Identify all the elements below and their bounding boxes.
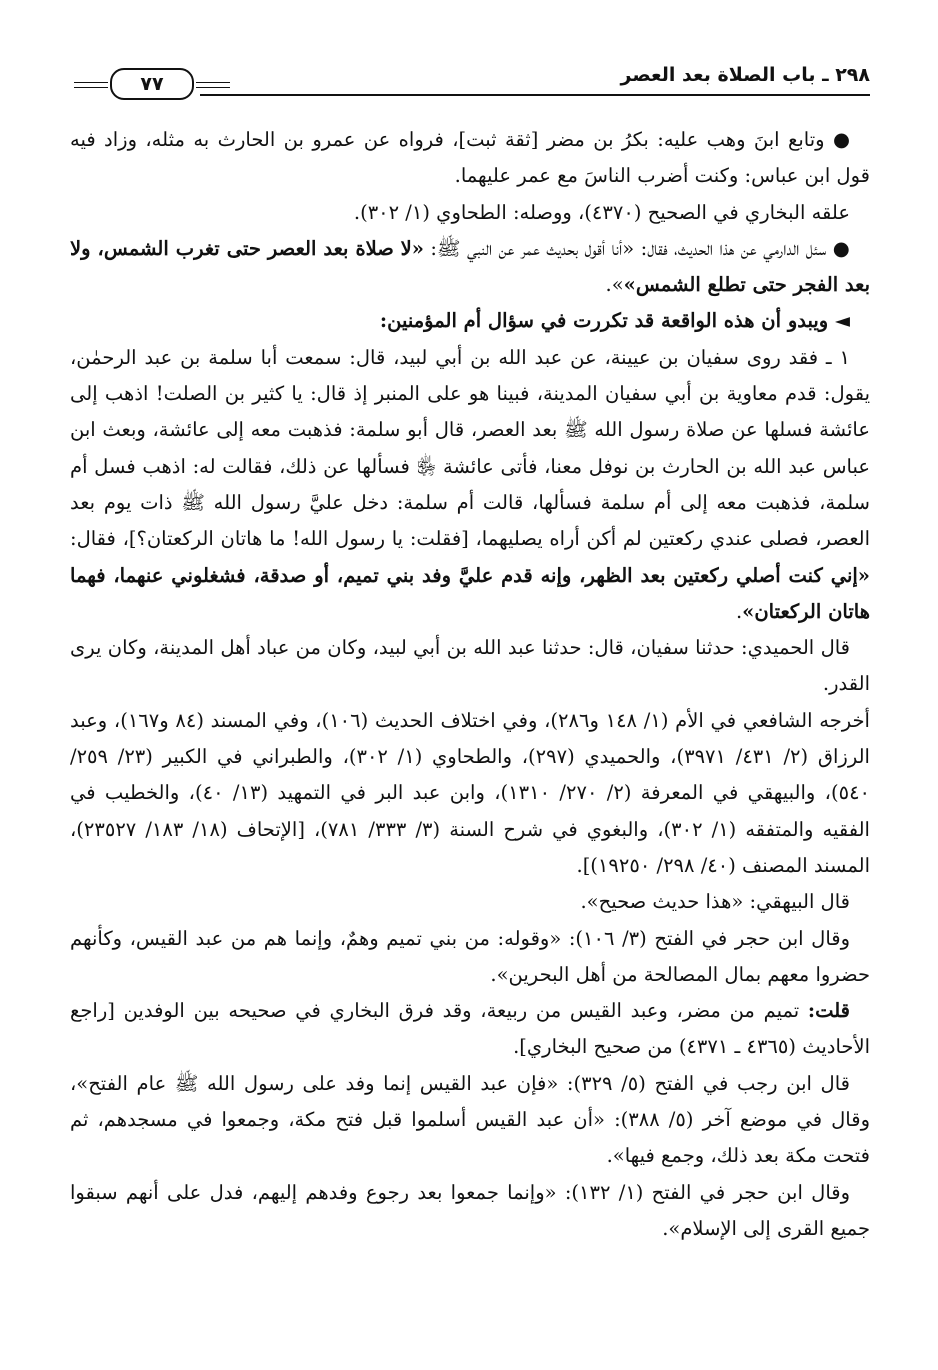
paragraph bbox=[70, 1066, 870, 1175]
text: ١ ـ فقد روى سفيان بن عيينة، عن عبد الله بن أبي لبيد، قال: سمعت أبا سلمة بن عبد الرحمٰن، يقول: قدم معاوية بن أبي سفيان المدينة، فبينا هو على المنبر إذ قال: يا كثير بن الصلت! اذهب إلى عائشة فسلها عن صلاة رسول الله ﷺ بعد العصر، قال أبو سلمة: فذهبت معه إلى عائشة، وبعث ابن عباس عبد الله بن الحارث بن نوفل معنا، فأتى عائشة ﵂ فسألها عن ذلك، فقالت له: اذهب فسل أم سلمة، فذهبت معه إلى أم سلمة فسألها، قالت أم سلمة: دخل عليَّ رسول الله ﷺ ذات يوم بعد العصر، فصلى عندي ركعتين لم أكن أراه يصليهما، [فقلت: يا رسول الله! ما هاتان الركعتان؟]، فقال: bbox=[70, 345, 870, 551]
text: قال الحميدي: حدثنا سفيان، قال: حدثنا عبد الله بن أبي لبيد، وكان من عباد أهل المدينة، وكان يرى القدر. bbox=[70, 636, 870, 696]
paragraph bbox=[70, 884, 870, 920]
paragraph bbox=[70, 122, 870, 195]
text: ». bbox=[605, 273, 624, 297]
text: قال البيهقي: «هذا حديث صحيح». bbox=[580, 890, 850, 914]
paragraph bbox=[70, 1175, 870, 1248]
hadith-number-badge: ٧٧ bbox=[110, 68, 194, 100]
text: وقال ابن حجر في الفتح (٣/ ١٠٦): «وقوله: من بني تميم وهمٌ، وإنما هم من عبد القيس، وكأنهم حضروا معهم بمال المصالحة من أهل البحرين». bbox=[70, 926, 870, 986]
paragraph bbox=[70, 993, 870, 1066]
text: . bbox=[735, 599, 743, 623]
paragraph bbox=[70, 231, 870, 304]
bold-text: «إني كنت أصلي ركعتين بعد الظهر، وإنه قدم عليَّ وفد بني تميم، أو صدقة، فشغلوني عنهما، فهما هاتان الركعتان» bbox=[70, 563, 870, 623]
text: وقال ابن حجر في الفتح (١/ ١٣٢): «وإنما جمعوا بعد رجوع وفدهم إليهم، فدل على أنهم سبقوا جميع القرى إلى الإسلام». bbox=[70, 1180, 870, 1240]
bold-text: «لا صلاة بعد العصر حتى تغرب الشمس، ولا بعد الفجر حتى تطلع الشمس» bbox=[70, 236, 870, 297]
bold-text: قلت: bbox=[807, 999, 850, 1023]
text: قال ابن رجب في الفتح (٥/ ٣٢٩): «فإن عبد القيس إنما وفد على رسول الله ﷺ عام الفتح»، وقال في موضع آخر (٥/ ٣٨٨): «أن عبد القيس أسلموا قبل فتح مكة، وجمعوا في مسجدهم، ثم فتحت مكة بعد ذلك، وجمع فيها». bbox=[70, 1071, 870, 1168]
text: علقه البخاري في الصحيح (٤٣٧٠)، ووصله: الطحاوي (١/ ٣٠٢). bbox=[353, 200, 850, 224]
page-header bbox=[70, 62, 870, 102]
paragraph bbox=[70, 921, 870, 994]
paragraph bbox=[70, 703, 870, 884]
paragraph bbox=[70, 340, 870, 630]
paragraph bbox=[70, 195, 870, 231]
bold-text: ◄ ويبدو أن هذه الواقعة قد تكررت في سؤال أم المؤمنين: bbox=[379, 309, 850, 333]
paragraph bbox=[70, 630, 870, 703]
text: أخرجه الشافعي في الأم (١/ ١٤٨ و٢٨٦)، وفي اختلاف الحديث (١٠٦)، وفي المسند (٨٤ و١٦٧)، وعبد الرزاق (٢/ ٤٣١/ ٣٩٧١)، والحميدي (٢٩٧)، والطحاوي (١/ ٣٠٢)، والطبراني في الكبير (٢٣/ ٢٥٩/ ٥٤٠)، والبيهقي في المعرفة (٢/ ٢٧٠/ ١٣١٠)، وابن عبد البر في التمهيد (١٣/ ٤٠)، والخطيب في الفقيه والمتفقه (١/ ٣٠٢)، والبغوي في شرح السنة (٣/ ٣٣٣/ ٧٨١)، [الإتحاف (١٨/ ١٨٣/ ٢٣٥٢٧)، المسند المصنف (٤٠/ ٢٩٨/ ١٩٢٥٠)]. bbox=[70, 708, 871, 877]
text: ● وتابع ابنَ وهب عليه: بكرُ بن مضر [ثقة ثبت]، فرواه عن عمرو بن الحارث به مثله، وزاد فيه قول ابن عباس: وكنت أضرب الناسَ مع عمر عليهما. bbox=[70, 128, 870, 188]
page-body bbox=[70, 122, 870, 1247]
text: ● سئل الدارمي عن هذا الحديث، فقال: «أنا أقول بحديث عمر عن النبي ﷺ: bbox=[423, 236, 850, 260]
text: تميم من مضر، وعبد القيس من ربيعة، وقد فرق البخاري في صحيحه بين الوفدين [راجع الأحاديث (٤٣٦٥ ـ ٤٣٧١) من صحيح البخاري]. bbox=[70, 999, 870, 1059]
chapter-title: ٢٩٨ ـ باب الصلاة بعد العصر bbox=[620, 64, 870, 86]
header-divider bbox=[200, 94, 870, 96]
paragraph bbox=[70, 303, 870, 339]
